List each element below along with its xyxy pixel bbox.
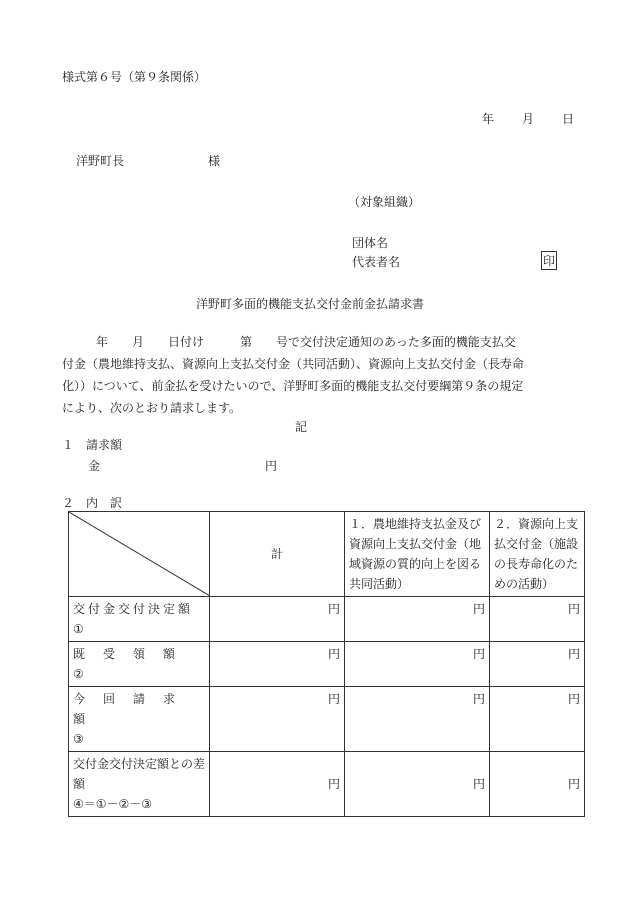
row2-col1: 円: [345, 642, 490, 687]
row3-col1: 円: [345, 687, 490, 752]
ki-mark: 記: [295, 420, 308, 434]
body-line-1: 年 月 日付け 第 号で交付決定通知のあった多面的機能支払交: [96, 335, 516, 349]
section-2-heading: ２ 内 訳: [62, 496, 123, 510]
table-header-row: [69, 512, 585, 597]
table-row: [69, 597, 585, 642]
document-title: 洋野町多面的機能支払交付金前金払請求書: [196, 297, 425, 311]
row1-total: 円: [210, 597, 345, 642]
row3-col2: 円: [490, 687, 585, 752]
row-label-4: 交付金交付決定額との差額 ④＝①－②－③: [69, 752, 210, 817]
table-row: [69, 752, 585, 817]
row-label-2: 既 受 領 額 ②: [69, 642, 210, 687]
date-month: 月: [522, 112, 535, 126]
table-row: [69, 687, 585, 752]
org-name-label: 団体名: [352, 236, 389, 250]
row2-col2: 円: [490, 642, 585, 687]
row1-col2: 円: [490, 597, 585, 642]
date-day: 日: [562, 112, 575, 126]
row-label-3: 今 回 請 求 額 ③: [69, 687, 210, 752]
addressee-name: 洋野町長: [76, 154, 125, 168]
row4-total: 円: [210, 752, 345, 817]
seal-mark: 印: [541, 251, 557, 270]
row1-col1: 円: [345, 597, 490, 642]
row4-col1: 円: [345, 752, 490, 817]
header-total: 計: [210, 512, 345, 597]
amount-unit: 円: [265, 459, 278, 473]
form-number: 様式第６号（第９条関係）: [62, 70, 207, 84]
representative-label: 代表者名: [352, 255, 401, 269]
row3-total: 円: [210, 687, 345, 752]
body-line-2: 付金（農地維持支払、資源向上支払交付金（共同活動）、資源向上支払交付金（長寿命: [62, 357, 525, 371]
breakdown-table: [68, 511, 585, 817]
header-col1: １．農地維持支払金及び資源向上支払交付金（地域資源の質的向上を図る共同活動）: [345, 512, 490, 597]
date-year: 年: [482, 112, 495, 126]
section-1-heading: １ 請求額: [62, 438, 123, 452]
diagonal-line: [69, 512, 210, 596]
corner-cell: [69, 512, 210, 597]
row2-total: 円: [210, 642, 345, 687]
body-line-3: 化））について、前金払を受けたいので、洋野町多面的機能支払交付要綱第９条の規定: [62, 379, 524, 393]
applicant-group-label: （対象組織）: [348, 195, 421, 209]
table-row: [69, 642, 585, 687]
addressee-honorific: 様: [208, 154, 221, 168]
header-col2: ２．資源向上支払交付金（施設の長寿命化のための活動）: [490, 512, 585, 597]
body-line-4: により、次のとおり請求します。: [62, 401, 242, 415]
request-body: [62, 331, 572, 419]
row-label-1: 交付金交付決定額 ①: [69, 597, 210, 642]
row4-col2: 円: [490, 752, 585, 817]
amount-prefix: 金: [88, 459, 101, 473]
